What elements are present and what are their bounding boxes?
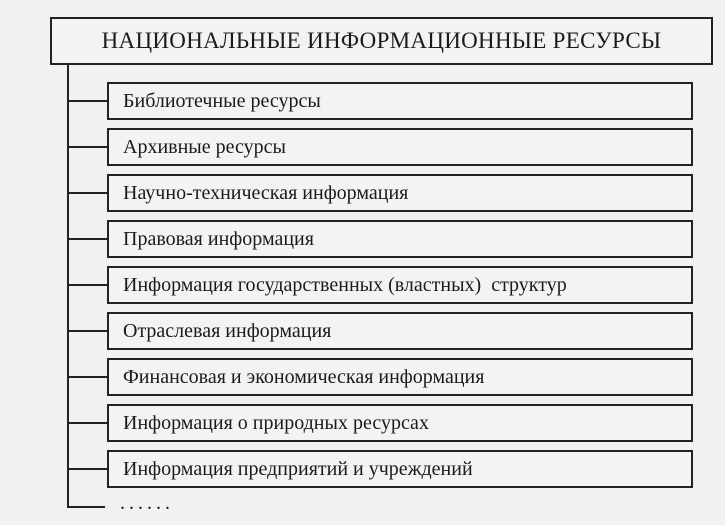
branch-connector — [67, 100, 107, 102]
resource-item-industry: Отраслевая информация — [107, 312, 693, 350]
continuation-dots: ...... — [120, 492, 174, 514]
resource-row — [67, 266, 693, 304]
resource-item-archive: Архивные ресурсы — [107, 128, 693, 166]
resource-item-government: Информация государственных (властных) структур — [107, 266, 693, 304]
branch-connector — [67, 238, 107, 240]
branch-connector — [67, 330, 107, 332]
resource-item-financial: Финансовая и экономическая информация — [107, 358, 693, 396]
branch-connector — [67, 376, 107, 378]
branch-connector — [67, 146, 107, 148]
resource-row — [67, 450, 693, 488]
resource-row — [67, 358, 693, 396]
branch-connector — [67, 192, 107, 194]
resource-row — [67, 404, 693, 442]
resource-item-enterprises: Информация предприятий и учреждений — [107, 450, 693, 488]
branch-connector — [67, 284, 107, 286]
resource-item-legal: Правовая информация — [107, 220, 693, 258]
resource-item-natural: Информация о природных ресурсах — [107, 404, 693, 442]
resource-row — [67, 128, 693, 166]
resource-row — [67, 82, 693, 120]
resource-item-library: Библиотечные ресурсы — [107, 82, 693, 120]
resource-item-scientific: Научно-техническая информация — [107, 174, 693, 212]
diagram-title: НАЦИОНАЛЬНЫЕ ИНФОРМАЦИОННЫЕ РЕСУРСЫ — [50, 17, 713, 65]
branch-connector — [67, 422, 107, 424]
branch-connector — [67, 468, 107, 470]
resource-row — [67, 220, 693, 258]
resource-row — [67, 312, 693, 350]
resource-row — [67, 174, 693, 212]
continuation-connector — [67, 506, 105, 508]
